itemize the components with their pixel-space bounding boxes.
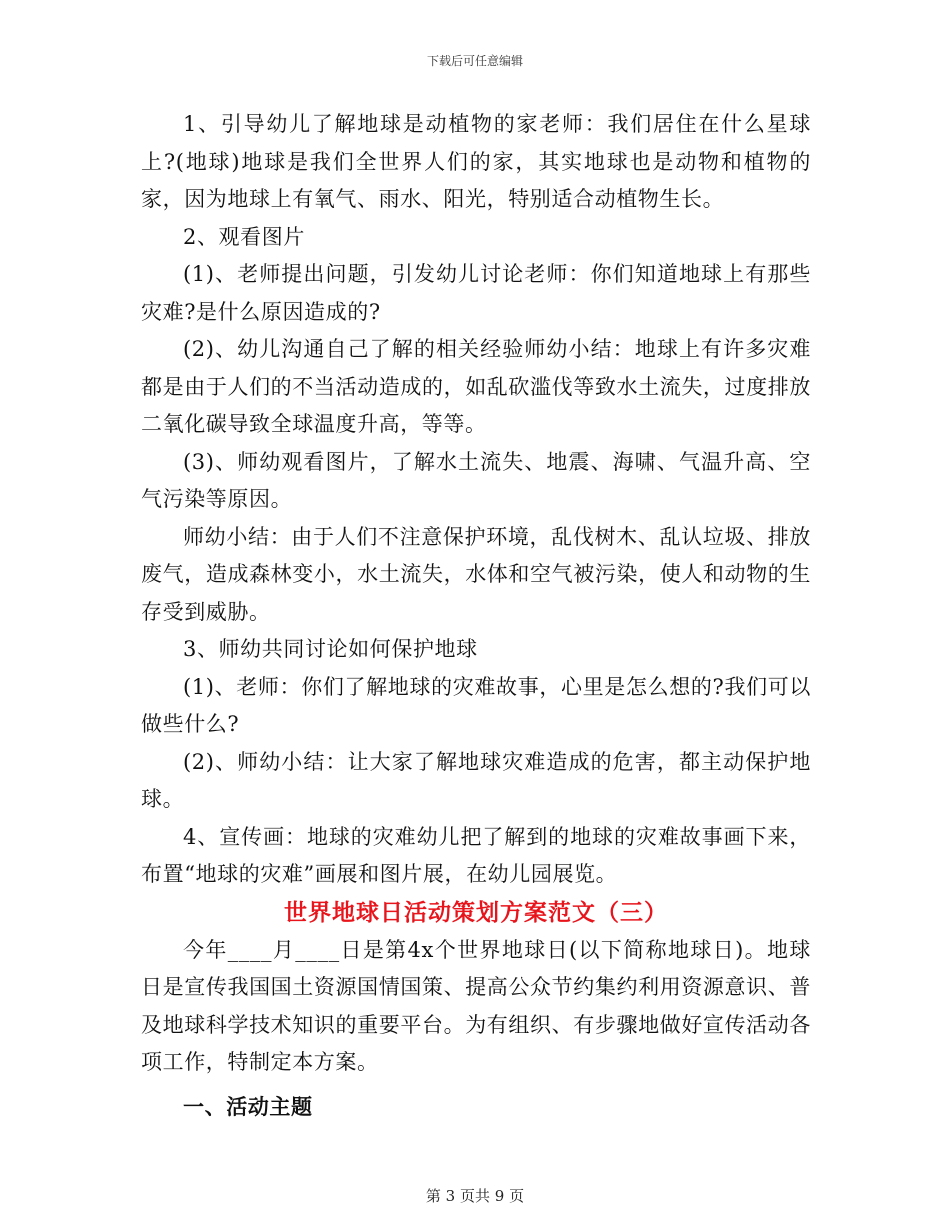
paragraph-10: 4、宣传画：地球的灾难幼儿把了解到的地球的灾难故事画下来，布置“地球的灾难”画展和图片展，在幼儿园展览。 bbox=[141, 824, 811, 886]
paragraph-1: 1、引导幼儿了解地球是动植物的家老师：我们居住在什么星球上?(地球)地球是我们全世界人们的家，其实地球也是动物和植物的家，因为地球上有氧气、雨水、阳光，特别适合动植物生长。 bbox=[141, 112, 811, 211]
paragraph-9: (2)、师幼小结：让大家了解地球灾难造成的危害，都主动保护地球。 bbox=[141, 749, 811, 811]
section-title: 世界地球日活动策划方案范文（三） bbox=[284, 898, 668, 926]
paragraph-2: 2、观看图片 bbox=[183, 224, 305, 249]
paragraph-3: (1)、老师提出问题，引发幼儿讨论老师：你们知道地球上有那些灾难?是什么原因造成的? bbox=[141, 262, 811, 324]
paragraph-8: (1)、老师：你们了解地球的灾难故事，心里是怎么想的?我们可以做些什么? bbox=[141, 674, 811, 736]
paragraph-5: (3)、师幼观看图片，了解水土流失、地震、海啸、气温升高、空气污染等原因。 bbox=[141, 449, 811, 511]
section-subheading: 一、活动主题 bbox=[183, 1093, 313, 1119]
page-footer: 第 3 页共 9 页 bbox=[425, 1187, 525, 1205]
section-intro: 今年____月____日是第4x个世界地球日(以下简称地球日)。地球日是宣传我国国土资源国情国策、提高公众节约集约利用资源意识、普及地球科学技术知识的重要平台。为有组织、有步骤地做好宣传活动各项工作，特制定本方案。 bbox=[141, 937, 811, 1074]
page-header: 下载后可任意编辑 bbox=[426, 54, 523, 68]
paragraph-6: 师幼小结：由于人们不注意保护环境，乱伐树木、乱认垃圾、排放废气，造成森林变小，水土流失，水体和空气被污染，使人和动物的生存受到威胁。 bbox=[141, 524, 811, 624]
paragraph-4: (2)、幼儿沟通自己了解的相关经验师幼小结：地球上有许多灾难都是由于人们的不当活动造成的，如乱砍滥伐等致水土流失，过度排放二氧化碳导致全球温度升高，等等。 bbox=[141, 337, 811, 436]
paragraph-7: 3、师幼共同讨论如何保护地球 bbox=[183, 637, 478, 661]
document-body bbox=[141, 106, 811, 1125]
